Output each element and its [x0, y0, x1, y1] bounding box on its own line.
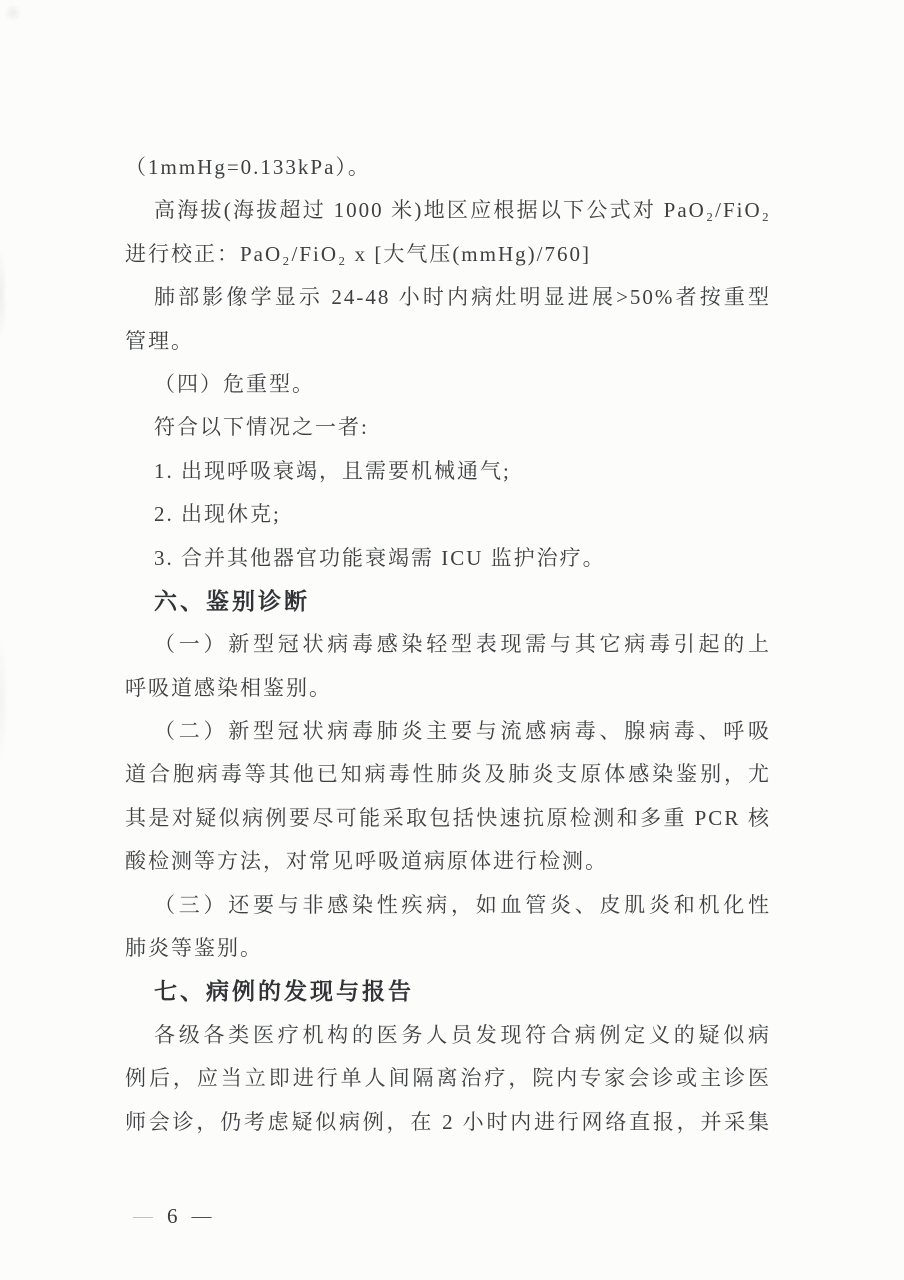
document-line: 1. 出现呼吸衰竭，且需要机械通气;: [154, 458, 511, 483]
document-line: 高海拔(海拔超过 1000 米)地区应根据以下公式对 PaO₂/FiO₂: [154, 198, 771, 223]
scan-artifact: [4, 4, 22, 22]
footer-dash-left: —: [133, 1205, 153, 1227]
document-line: 呼吸道感染相鉴别。: [125, 675, 332, 700]
document-line: （四）危重型。: [154, 371, 315, 396]
document-line: 酸检测等方法，对常见呼吸道病原体进行检测。: [125, 849, 608, 874]
document-line: 符合以下情况之一者:: [154, 415, 369, 440]
scan-artifact: [0, 248, 7, 343]
section-heading: 七、病例的发现与报告: [154, 978, 414, 1005]
document-line: 肺炎等鉴别。: [125, 936, 263, 961]
document-line: 3. 合并其他器官功能衰竭需 ICU 监护治疗。: [154, 545, 606, 570]
page-footer: [133, 1202, 212, 1230]
document-line: （二）新型冠状病毒肺炎主要与流感病毒、腺病毒、呼吸: [154, 719, 771, 744]
document-line: 师会诊，仍考虑疑似病例，在 2 小时内进行网络直报，并采集: [125, 1109, 771, 1134]
document-line: 肺部影像学显示 24-48 小时内病灶明显进展>50%者按重型: [154, 285, 771, 310]
document-line: 2. 出现休克;: [154, 502, 281, 527]
document-line: 道合胞病毒等其他已知病毒性肺炎及肺炎支原体感染鉴别，尤: [125, 762, 771, 787]
document-line: 各级各类医疗机构的医务人员发现符合病例定义的疑似病: [154, 1022, 771, 1047]
document-line: 管理。: [125, 328, 194, 353]
document-body: [125, 146, 771, 1144]
scan-artifact: [0, 635, 8, 765]
footer-dash-right: —: [191, 1205, 212, 1227]
document-line: 例后，应当立即进行单人间隔离治疗，院内专家会诊或主诊医: [125, 1066, 771, 1091]
document-line: （三）还要与非感染性疾病，如血管炎、皮肌炎和机化性: [154, 892, 771, 917]
page-number: 6: [167, 1204, 178, 1228]
document-line: （1mmHg=0.133kPa）。: [125, 155, 371, 179]
document-line: 其是对疑似病例要尽可能采取包括快速抗原检测和多重 PCR 核: [125, 805, 771, 830]
section-heading: 六、鉴别诊断: [154, 587, 310, 614]
document-line: 进行校正：PaO₂/FiO₂ x [大气压(mmHg)/760]: [125, 241, 591, 266]
document-line: （一）新型冠状病毒感染轻型表现需与其它病毒引起的上: [154, 632, 771, 657]
